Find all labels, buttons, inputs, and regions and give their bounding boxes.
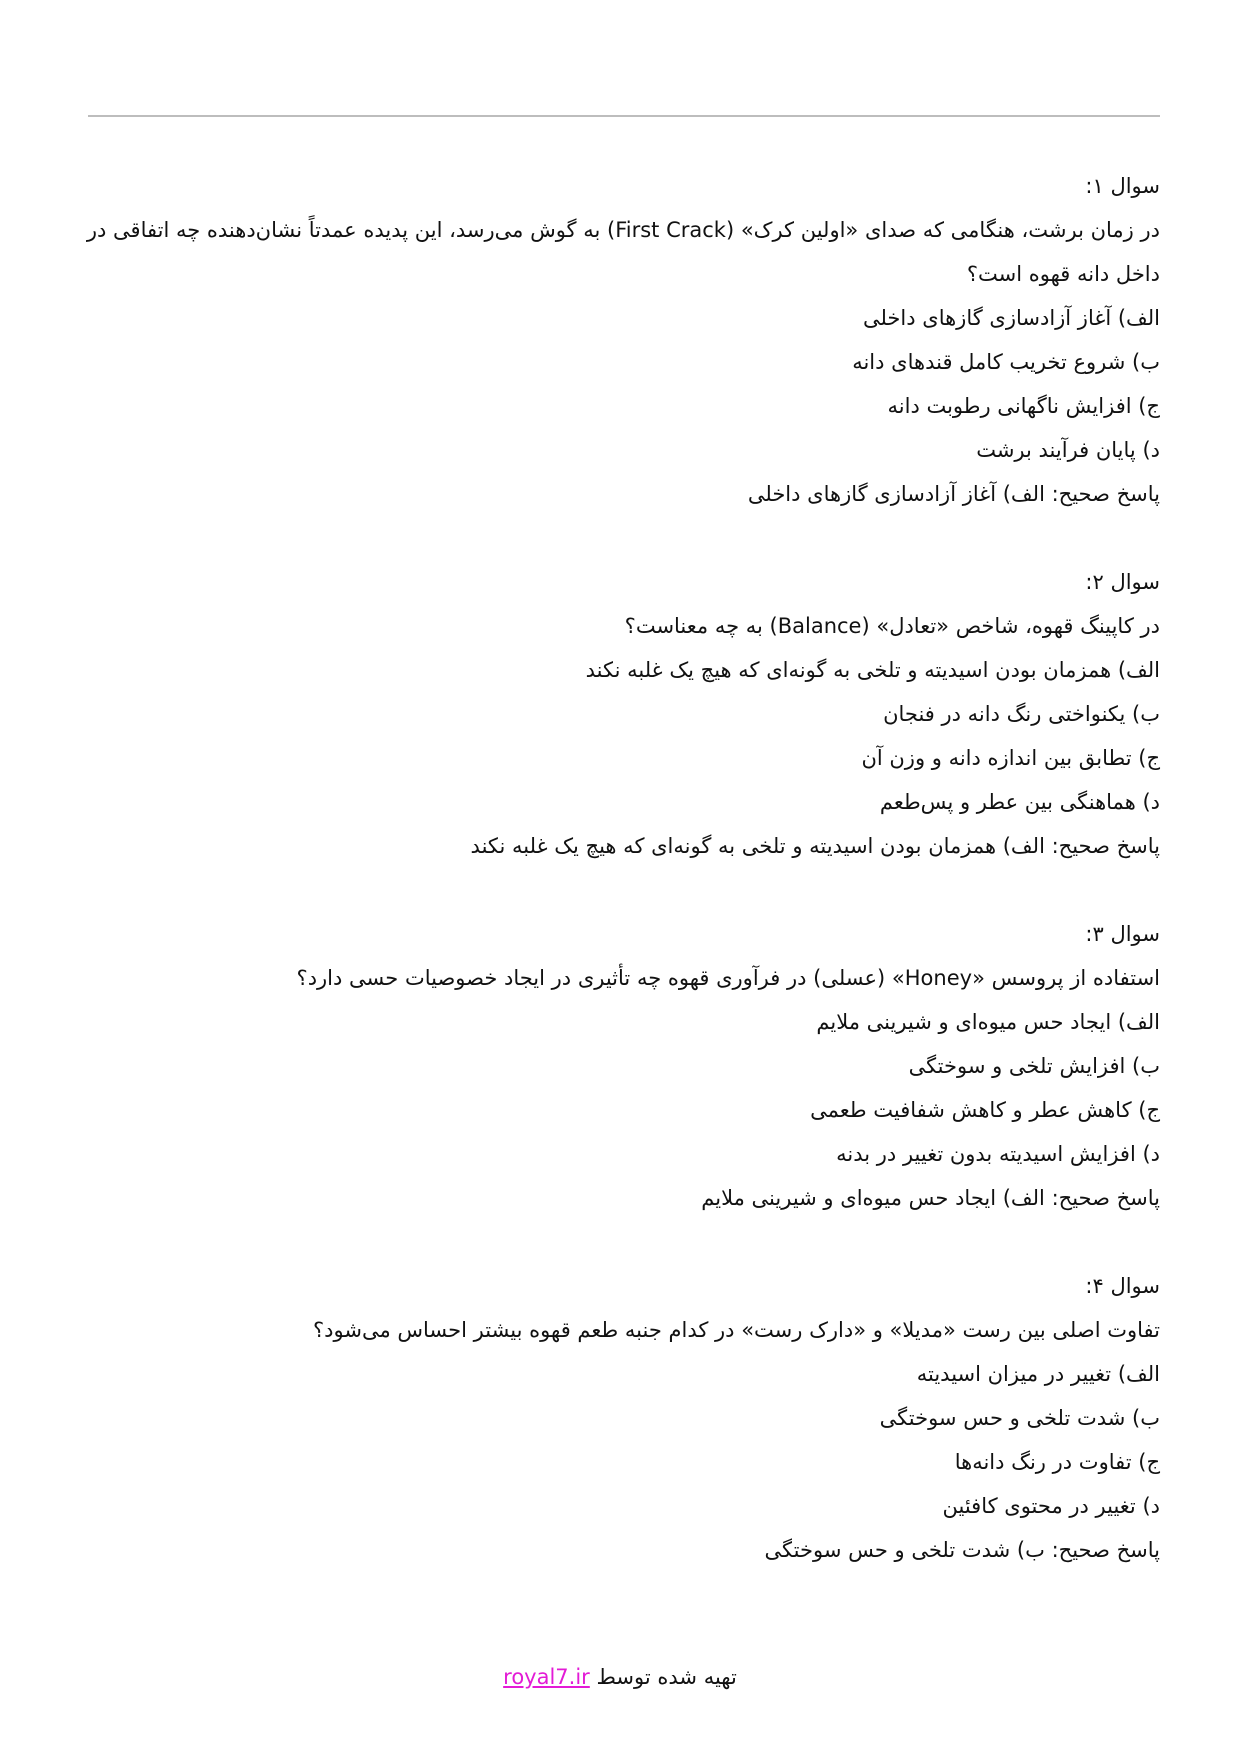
option-b: ب) شروع تخریب کامل قندهای دانه bbox=[852, 350, 1160, 374]
header-divider bbox=[88, 115, 1160, 117]
option-a: الف) تغییر در میزان اسیدیته bbox=[916, 1362, 1160, 1386]
correct-answer: پاسخ صحیح: الف) همزمان بودن اسیدیته و تلخی به گونه‌ای که هیچ یک غلبه نکند bbox=[470, 834, 1160, 858]
question-title: سوال ۲: bbox=[1085, 570, 1160, 594]
question-block bbox=[80, 164, 1160, 516]
option-c: ج) کاهش عطر و کاهش شفافیت طعمی bbox=[810, 1098, 1160, 1122]
option-d: د) افزایش اسیدیته بدون تغییر در بدنه bbox=[836, 1142, 1160, 1166]
option-c: ج) تفاوت در رنگ دانه‌ها bbox=[954, 1450, 1160, 1474]
question-title: سوال ۱: bbox=[1085, 174, 1160, 198]
question-block bbox=[80, 912, 1160, 1220]
footer-site-link[interactable]: royal7.ir bbox=[503, 1665, 590, 1689]
question-text: در کاپینگ قهوه، شاخص «تعادل» (Balance) به چه معناست؟ bbox=[624, 614, 1160, 638]
questions-container bbox=[80, 164, 1160, 1616]
correct-answer: پاسخ صحیح: الف) آغاز آزادسازی گازهای داخلی bbox=[747, 482, 1160, 506]
question-block bbox=[80, 560, 1160, 868]
option-c: ج) افزایش ناگهانی رطوبت دانه bbox=[887, 394, 1160, 418]
option-d: د) هماهنگی بین عطر و پس‌طعم bbox=[879, 790, 1160, 814]
option-b: ب) یکنواختی رنگ دانه در فنجان bbox=[883, 702, 1160, 726]
option-a: الف) آغاز آزادسازی گازهای داخلی bbox=[862, 306, 1160, 330]
correct-answer: پاسخ صحیح: الف) ایجاد حس میوه‌ای و شیرینی ملایم bbox=[701, 1186, 1160, 1210]
option-c: ج) تطابق بین اندازه دانه و وزن آن bbox=[861, 746, 1160, 770]
question-title: سوال ۴: bbox=[1085, 1274, 1160, 1298]
option-d: د) پایان فرآیند برشت bbox=[976, 438, 1160, 462]
footer bbox=[0, 1665, 1240, 1689]
question-block bbox=[80, 1264, 1160, 1572]
question-text: تفاوت اصلی بین رست «مدیلا» و «دارک رست» در کدام جنبه طعم قهوه بیشتر احساس می‌شود؟ bbox=[313, 1318, 1160, 1342]
correct-answer: پاسخ صحیح: ب) شدت تلخی و حس سوختگی bbox=[764, 1538, 1160, 1562]
question-title: سوال ۳: bbox=[1085, 922, 1160, 946]
footer-prefix: تهیه شده توسط bbox=[596, 1665, 737, 1689]
option-d: د) تغییر در محتوی کافئین bbox=[942, 1494, 1160, 1518]
option-a: الف) ایجاد حس میوه‌ای و شیرینی ملایم bbox=[816, 1010, 1160, 1034]
option-b: ب) شدت تلخی و حس سوختگی bbox=[879, 1406, 1160, 1430]
question-text: در زمان برشت، هنگامی که صدای «اولین کرک» (First Crack) به گوش می‌رسد، این پدیده عمدتاً نشان‌دهنده چه اتفاقی در داخل دانه قهوه است؟ bbox=[86, 218, 1160, 286]
option-a: الف) همزمان بودن اسیدیته و تلخی به گونه‌ای که هیچ یک غلبه نکند bbox=[585, 658, 1160, 682]
option-b: ب) افزایش تلخی و سوختگی bbox=[908, 1054, 1160, 1078]
question-text: استفاده از پروسس «Honey» (عسلی) در فرآوری قهوه چه تأثیری در ایجاد خصوصیات حسی دارد؟ bbox=[296, 966, 1160, 990]
